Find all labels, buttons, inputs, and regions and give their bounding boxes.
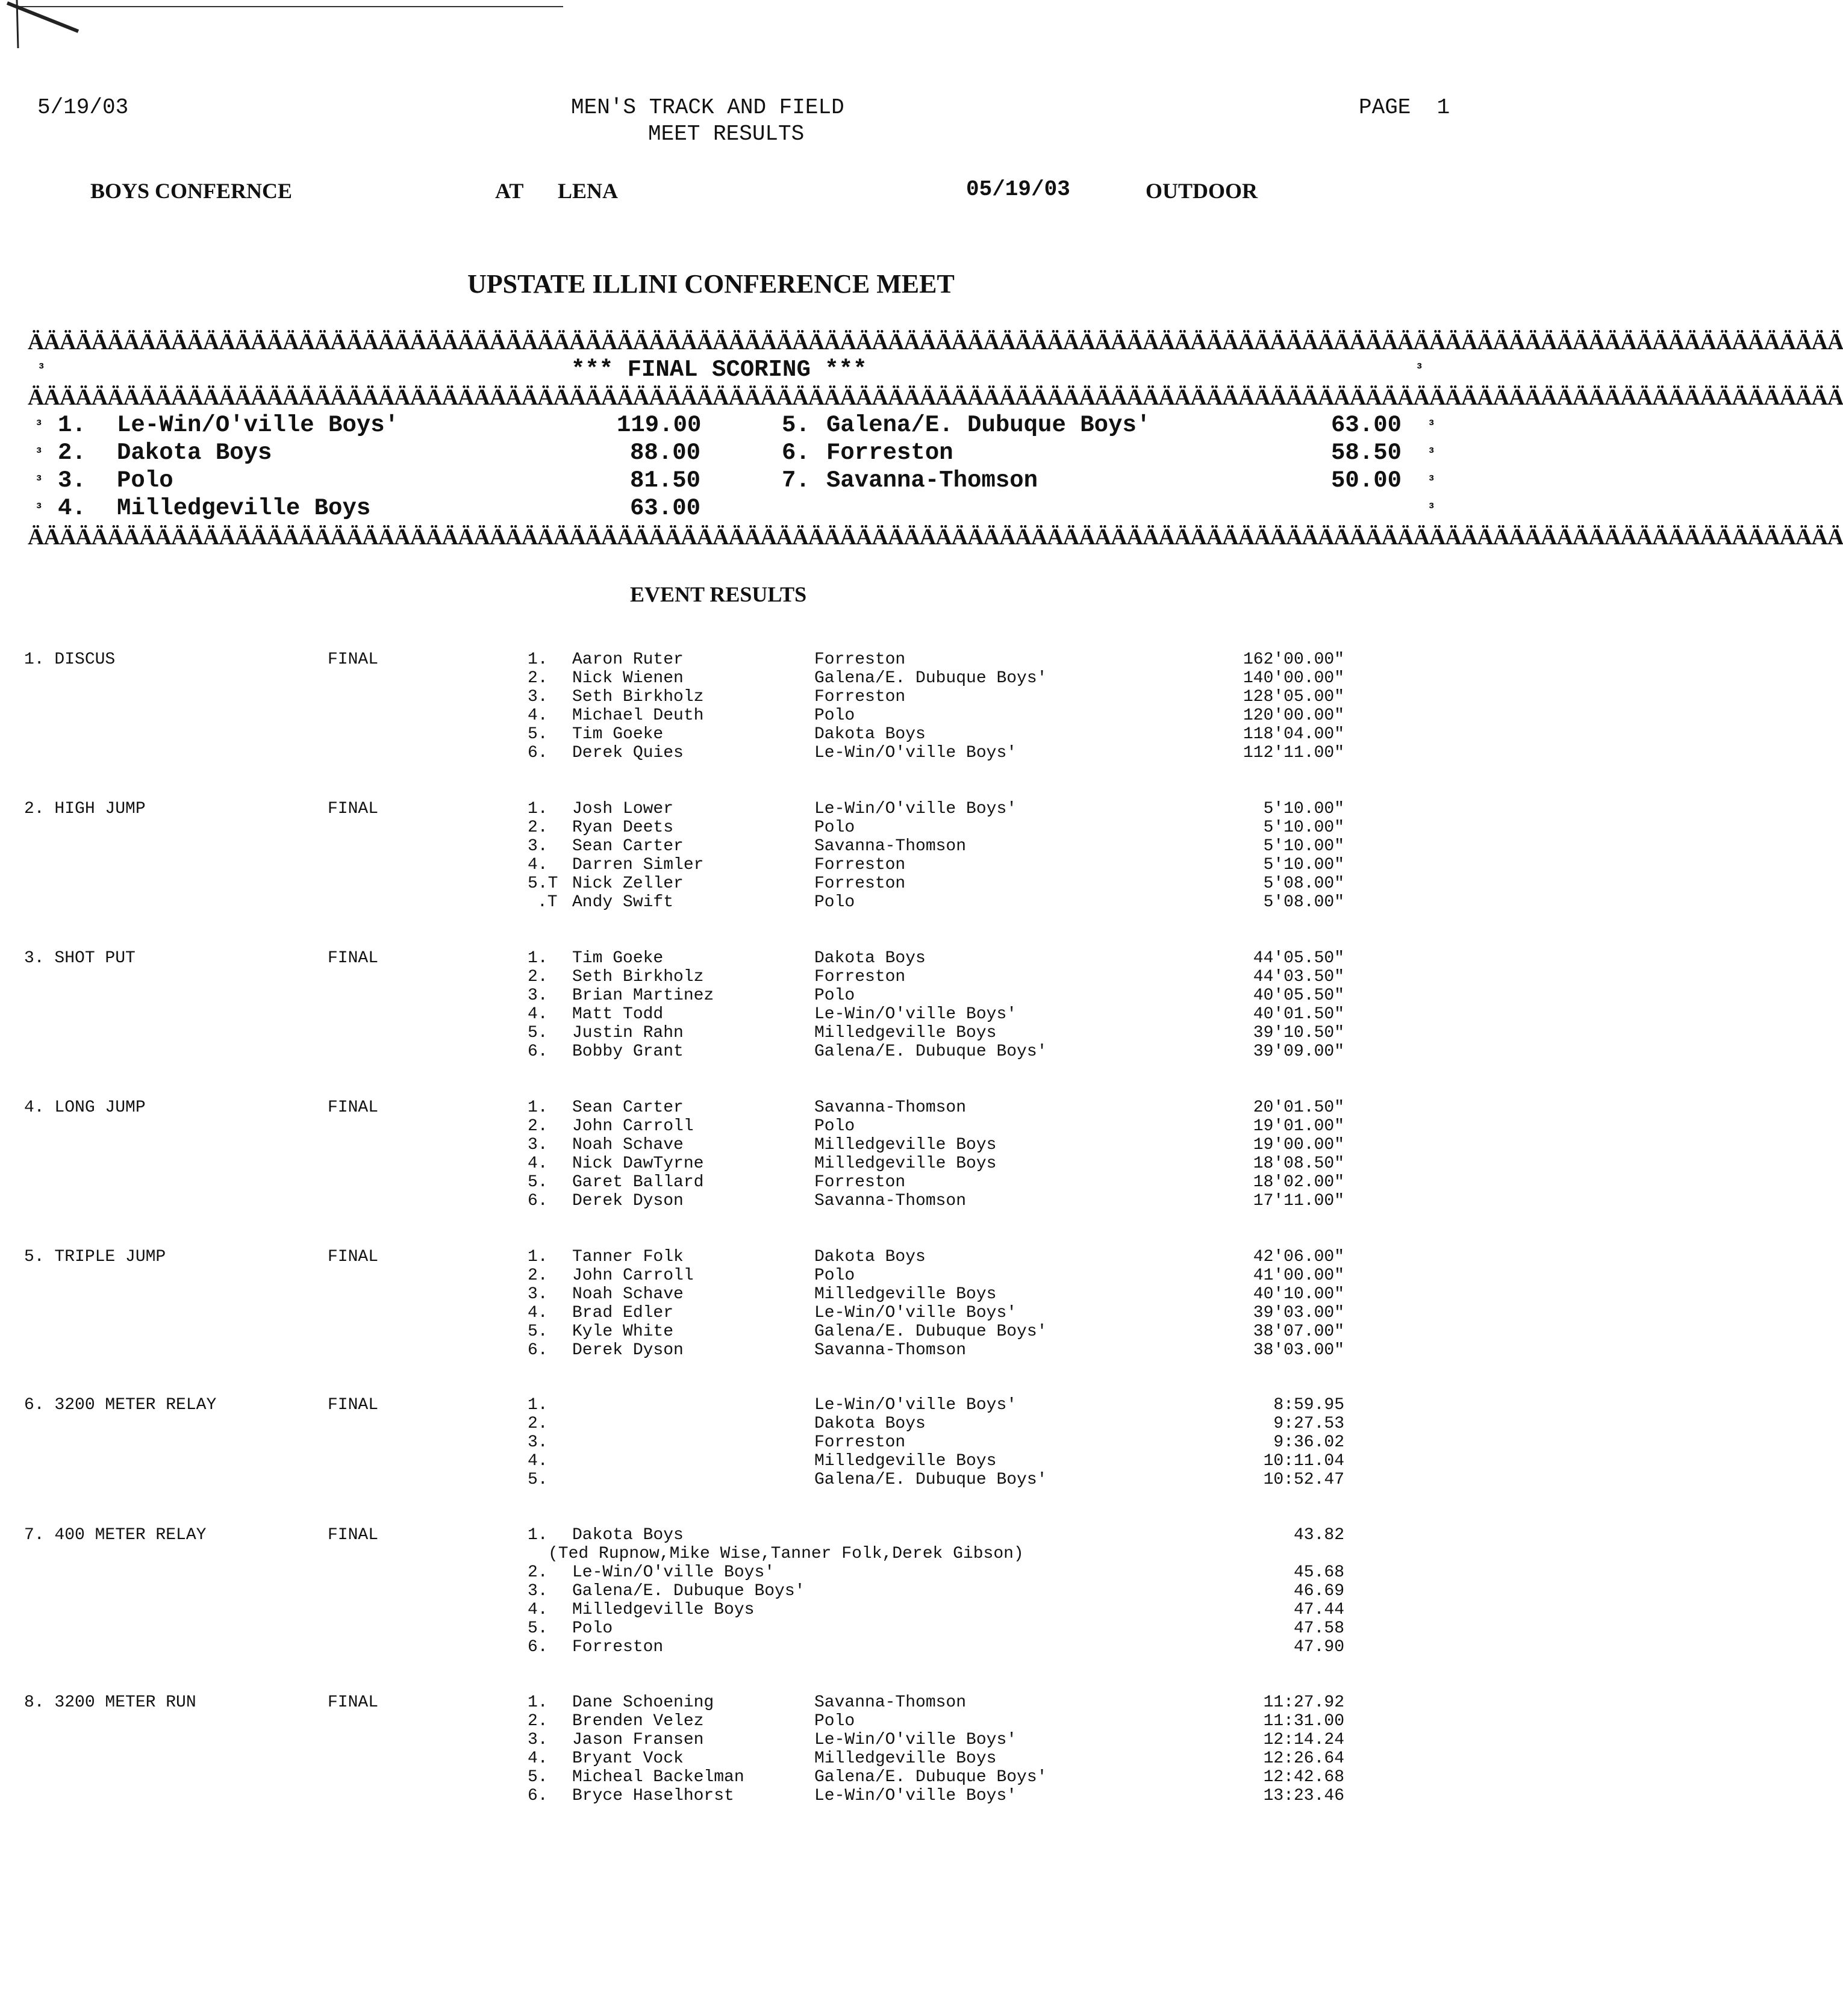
result-athlete: Garet Ballard: [572, 1173, 704, 1192]
result-team: Forreston: [814, 688, 906, 706]
result-place: 3.: [528, 1136, 548, 1154]
score-value: 88.00: [630, 440, 701, 466]
result-place: 3.: [528, 1731, 548, 1749]
result-place: 3.: [528, 986, 548, 1005]
result-team: Forreston: [814, 874, 906, 893]
result-athlete: Matt Todd: [572, 1005, 664, 1024]
result-mark: 9:27.53: [1273, 1414, 1344, 1433]
result-athlete: Milledgeville Boys: [572, 1601, 755, 1619]
result-athlete: Tim Goeke: [572, 725, 664, 744]
result-mark: 120'00.00": [1243, 706, 1344, 725]
event-round: FINAL: [328, 650, 379, 669]
result-mark: 5'10.00": [1263, 837, 1344, 856]
result-team: Polo: [814, 818, 855, 837]
result-place: 1.: [528, 949, 548, 968]
result-team: Dakota Boys: [814, 1248, 926, 1266]
score-value: 63.00: [1331, 412, 1402, 438]
result-mark: 46.69: [1293, 1582, 1344, 1601]
result-mark: 44'03.50": [1253, 968, 1344, 986]
event-round: FINAL: [328, 1693, 379, 1712]
event-round: FINAL: [328, 800, 379, 818]
scoring-border-right: ³: [1427, 501, 1436, 516]
result-mark: 5'08.00": [1263, 893, 1344, 912]
result-mark: 11:27.92: [1263, 1693, 1344, 1712]
result-place: 1.: [528, 1396, 548, 1414]
event-round: FINAL: [328, 1248, 379, 1266]
event-label: 7. 400 METER RELAY: [24, 1526, 207, 1545]
score-team: Savanna-Thomson: [826, 467, 1038, 494]
result-place: 2.: [528, 669, 548, 688]
result-place: 2.: [528, 1266, 548, 1285]
result-athlete: Bryant Vock: [572, 1749, 684, 1768]
result-mark: 128'05.00": [1243, 688, 1344, 706]
result-team: Dakota Boys: [814, 949, 926, 968]
score-team: Le-Win/O'ville Boys': [117, 412, 399, 438]
result-mark: 42'06.00": [1253, 1248, 1344, 1266]
result-place: 4.: [528, 706, 548, 725]
result-mark: 5'10.00": [1263, 818, 1344, 837]
result-place: 2.: [528, 1117, 548, 1136]
report-title-line1: MEN'S TRACK AND FIELD: [571, 95, 844, 120]
result-team: Le-Win/O'ville Boys': [814, 1396, 1017, 1414]
meet-name: BOYS CONFERNCE: [90, 179, 293, 203]
result-athlete: Ryan Deets: [572, 818, 674, 837]
result-mark: 11:31.00: [1263, 1712, 1344, 1731]
result-mark: 20'01.50": [1253, 1098, 1344, 1117]
result-athlete: Seth Birkholz: [572, 968, 704, 986]
result-athlete: Jason Fransen: [572, 1731, 704, 1749]
result-mark: 19'01.00": [1253, 1117, 1344, 1136]
result-mark: 38'03.00": [1253, 1341, 1344, 1360]
result-athlete: Nick Wienen: [572, 669, 684, 688]
event-label: 3. SHOT PUT: [24, 949, 136, 968]
score-place: 5.: [782, 412, 810, 438]
result-mark: 5'10.00": [1263, 800, 1344, 818]
result-athlete: Brad Edler: [572, 1304, 674, 1322]
result-mark: 9:36.02: [1273, 1433, 1344, 1452]
result-team: Le-Win/O'ville Boys': [814, 744, 1017, 762]
meet-at: AT: [495, 179, 524, 203]
result-mark: 112'11.00": [1243, 744, 1344, 762]
result-mark: 8:59.95: [1273, 1396, 1344, 1414]
score-team: Forreston: [826, 440, 953, 466]
meet-date: 05/19/03: [966, 177, 1070, 202]
result-athlete: Tanner Folk: [572, 1248, 684, 1266]
scoring-border-left: ³: [35, 446, 43, 461]
result-mark: 5'08.00": [1263, 874, 1344, 893]
result-athlete: Josh Lower: [572, 800, 674, 818]
event-label: 1. DISCUS: [24, 650, 116, 669]
event-round: FINAL: [328, 1396, 379, 1414]
result-place: 1.: [528, 1526, 548, 1545]
result-mark: 41'00.00": [1253, 1266, 1344, 1285]
result-mark: 18'08.50": [1253, 1154, 1344, 1173]
result-team: Galena/E. Dubuque Boys': [814, 1322, 1047, 1341]
result-athlete: Sean Carter: [572, 837, 684, 856]
result-team: Galena/E. Dubuque Boys': [814, 1042, 1047, 1061]
result-place: 3.: [528, 837, 548, 856]
scoring-border-right: ³: [1427, 473, 1436, 488]
result-place: 1.: [528, 800, 548, 818]
result-team: Le-Win/O'ville Boys': [814, 1787, 1017, 1805]
conference-title: UPSTATE ILLINI CONFERENCE MEET: [467, 269, 955, 299]
result-place: 6.: [528, 744, 548, 762]
result-athlete: Dane Schoening: [572, 1693, 714, 1712]
result-mark: 12:26.64: [1263, 1749, 1344, 1768]
scoring-border-left: ³: [35, 473, 43, 488]
event-label: 6. 3200 METER RELAY: [24, 1396, 217, 1414]
result-place: 5.T: [528, 874, 558, 893]
result-mark: 13:23.46: [1263, 1787, 1344, 1805]
result-team: Polo: [814, 986, 855, 1005]
result-team: Milledgeville Boys: [814, 1154, 997, 1173]
score-place: 4.: [58, 495, 86, 521]
report-date: 5/19/03: [37, 95, 129, 120]
scoring-border-bottom: ÄÄÄÄÄÄÄÄÄÄÄÄÄÄÄÄÄÄÄÄÄÄÄÄÄÄÄÄÄÄÄÄÄÄÄÄÄÄÄÄÄÄÄÄÄÄÄÄÄÄÄÄÄÄÄÄÄÄÄÄÄÄÄÄÄÄÄÄÄÄÄÄÄÄÄÄÄÄÄÄÄÄÄÄÄÄÄÄÄÄÄÄÄÄÄÄÄÄÄÄÄÄÄÄÄÄÄÄÄÄÄÄÄÄ: [28, 524, 1843, 550]
result-team: Milledgeville Boys: [814, 1285, 997, 1304]
result-place: 1.: [528, 1098, 548, 1117]
result-mark: 40'10.00": [1253, 1285, 1344, 1304]
result-athlete: Michael Deuth: [572, 706, 704, 725]
result-mark: 43.82: [1293, 1526, 1344, 1545]
result-athlete: Derek Quies: [572, 744, 684, 762]
result-place: 5.: [528, 1173, 548, 1192]
result-team: Le-Win/O'ville Boys': [814, 1304, 1017, 1322]
result-team: Savanna-Thomson: [814, 1341, 967, 1360]
result-place: 6.: [528, 1042, 548, 1061]
score-value: 63.00: [630, 495, 701, 521]
result-place: 2.: [528, 1563, 548, 1582]
result-place: 2.: [528, 968, 548, 986]
final-scoring-heading: *** FINAL SCORING ***: [571, 356, 867, 383]
score-place: 7.: [782, 467, 810, 494]
result-place: 5.: [528, 1470, 548, 1489]
result-place: 5.: [528, 1322, 548, 1341]
result-athlete: Tim Goeke: [572, 949, 664, 968]
result-team: Savanna-Thomson: [814, 837, 967, 856]
result-athlete: Dakota Boys: [572, 1526, 684, 1545]
result-team: Galena/E. Dubuque Boys': [814, 1470, 1047, 1489]
result-team: Polo: [814, 1117, 855, 1136]
score-team: Dakota Boys: [117, 440, 272, 466]
result-athlete: Seth Birkholz: [572, 688, 704, 706]
result-mark: 47.58: [1293, 1619, 1344, 1638]
scoring-border-top: ÄÄÄÄÄÄÄÄÄÄÄÄÄÄÄÄÄÄÄÄÄÄÄÄÄÄÄÄÄÄÄÄÄÄÄÄÄÄÄÄÄÄÄÄÄÄÄÄÄÄÄÄÄÄÄÄÄÄÄÄÄÄÄÄÄÄÄÄÄÄÄÄÄÄÄÄÄÄÄÄÄÄÄÄÄÄÄÄÄÄÄÄÄÄÄÄÄÄÄÄÄÄÄÄÄÄÄÄÄÄÄÄÄÄ: [28, 329, 1843, 355]
result-mark: 10:52.47: [1263, 1470, 1344, 1489]
result-athlete: Darren Simler: [572, 856, 704, 874]
scoring-border-right: ³: [1427, 418, 1436, 433]
result-athlete: Justin Rahn: [572, 1024, 684, 1042]
result-athlete: Bobby Grant: [572, 1042, 684, 1061]
result-place: 2.: [528, 1414, 548, 1433]
result-place: 2.: [528, 818, 548, 837]
result-place: 4.: [528, 856, 548, 874]
result-mark: 44'05.50": [1253, 949, 1344, 968]
result-athlete: Sean Carter: [572, 1098, 684, 1117]
result-team: Forreston: [814, 650, 906, 669]
result-mark: 12:42.68: [1263, 1768, 1344, 1787]
result-athlete: Derek Dyson: [572, 1341, 684, 1360]
result-mark: 118'04.00": [1243, 725, 1344, 744]
event-round: FINAL: [328, 1526, 379, 1545]
result-athlete: Galena/E. Dubuque Boys': [572, 1582, 805, 1601]
result-athlete: Brenden Velez: [572, 1712, 704, 1731]
score-value: 81.50: [630, 467, 701, 494]
event-label: 2. HIGH JUMP: [24, 800, 146, 818]
result-team: Forreston: [814, 1173, 906, 1192]
result-place: 4.: [528, 1749, 548, 1768]
scoring-border-right: ³: [1415, 361, 1424, 376]
result-mark: 39'10.50": [1253, 1024, 1344, 1042]
result-place: 2.: [528, 1712, 548, 1731]
result-place: 4.: [528, 1304, 548, 1322]
result-athlete: Nick DawTyrne: [572, 1154, 704, 1173]
result-team: Milledgeville Boys: [814, 1136, 997, 1154]
result-mark: 12:14.24: [1263, 1731, 1344, 1749]
result-athlete: John Carroll: [572, 1266, 694, 1285]
result-place: 4.: [528, 1005, 548, 1024]
result-team: Le-Win/O'ville Boys': [814, 1731, 1017, 1749]
scoring-border-mid: ÄÄÄÄÄÄÄÄÄÄÄÄÄÄÄÄÄÄÄÄÄÄÄÄÄÄÄÄÄÄÄÄÄÄÄÄÄÄÄÄÄÄÄÄÄÄÄÄÄÄÄÄÄÄÄÄÄÄÄÄÄÄÄÄÄÄÄÄÄÄÄÄÄÄÄÄÄÄÄÄÄÄÄÄÄÄÄÄÄÄÄÄÄÄÄÄÄÄÄÄÄÄÄÄÄÄÄÄÄÄÄÄÄÄ: [28, 385, 1843, 410]
result-place: 6.: [528, 1192, 548, 1210]
result-team: Forreston: [814, 1433, 906, 1452]
result-place: 5.: [528, 1024, 548, 1042]
result-athlete: Brian Martinez: [572, 986, 714, 1005]
result-mark: 140'00.00": [1243, 669, 1344, 688]
result-athlete: Aaron Ruter: [572, 650, 684, 669]
result-place: 1.: [528, 1693, 548, 1712]
result-place: 6.: [528, 1787, 548, 1805]
result-athlete: Kyle White: [572, 1322, 674, 1341]
result-mark: 40'05.50": [1253, 986, 1344, 1005]
event-round: FINAL: [328, 949, 379, 968]
result-mark: 39'09.00": [1253, 1042, 1344, 1061]
score-place: 6.: [782, 440, 810, 466]
result-athlete: John Carroll: [572, 1117, 694, 1136]
meet-location: LENA: [558, 179, 619, 203]
result-athlete: Polo: [572, 1619, 613, 1638]
result-team: Savanna-Thomson: [814, 1192, 967, 1210]
score-place: 2.: [58, 440, 86, 466]
score-value: 50.00: [1331, 467, 1402, 494]
result-place: 3.: [528, 1582, 548, 1601]
result-place: 6.: [528, 1341, 548, 1360]
result-team: Le-Win/O'ville Boys': [814, 1005, 1017, 1024]
result-team: Galena/E. Dubuque Boys': [814, 669, 1047, 688]
event-label: 8. 3200 METER RUN: [24, 1693, 196, 1712]
result-mark: 162'00.00": [1243, 650, 1344, 669]
event-results-heading: EVENT RESULTS: [630, 582, 807, 606]
result-athlete: Bryce Haselhorst: [572, 1787, 734, 1805]
result-athlete: Micheal Backelman: [572, 1768, 744, 1787]
result-mark: 47.44: [1293, 1601, 1344, 1619]
meet-type: OUTDOOR: [1146, 179, 1258, 203]
result-athlete: Noah Schave: [572, 1136, 684, 1154]
result-team: Forreston: [814, 856, 906, 874]
result-athlete: Andy Swift: [572, 893, 674, 912]
score-team: Polo: [117, 467, 173, 494]
result-mark: 5'10.00": [1263, 856, 1344, 874]
result-athlete: Noah Schave: [572, 1285, 684, 1304]
event-label: 5. TRIPLE JUMP: [24, 1248, 166, 1266]
result-team: Forreston: [814, 968, 906, 986]
result-place: 4.: [528, 1154, 548, 1173]
relay-members: (Ted Rupnow,Mike Wise,Tanner Folk,Derek Gibson): [548, 1545, 1024, 1563]
result-team: Milledgeville Boys: [814, 1749, 997, 1768]
score-team: Galena/E. Dubuque Boys': [826, 412, 1151, 438]
result-mark: 40'01.50": [1253, 1005, 1344, 1024]
result-place: .T: [537, 893, 558, 912]
result-place: 6.: [528, 1638, 548, 1657]
result-team: Polo: [814, 1266, 855, 1285]
result-place: 5.: [528, 1619, 548, 1638]
result-mark: 18'02.00": [1253, 1173, 1344, 1192]
result-mark: 38'07.00": [1253, 1322, 1344, 1341]
result-team: Milledgeville Boys: [814, 1452, 997, 1470]
score-place: 1.: [58, 412, 86, 438]
result-athlete: Nick Zeller: [572, 874, 684, 893]
scoring-border-right: ³: [1427, 446, 1436, 461]
scoring-border-left: ³: [35, 418, 43, 433]
result-place: 4.: [528, 1601, 548, 1619]
result-team: Polo: [814, 893, 855, 912]
result-mark: 10:11.04: [1263, 1452, 1344, 1470]
result-team: Polo: [814, 1712, 855, 1731]
result-athlete: Derek Dyson: [572, 1192, 684, 1210]
scoring-border-left: ³: [35, 501, 43, 516]
score-place: 3.: [58, 467, 86, 494]
result-team: Le-Win/O'ville Boys': [814, 800, 1017, 818]
result-place: 1.: [528, 650, 548, 669]
result-place: 3.: [528, 1285, 548, 1304]
result-place: 4.: [528, 1452, 548, 1470]
scan-edge-line: [18, 6, 563, 7]
result-mark: 45.68: [1293, 1563, 1344, 1582]
result-athlete: Le-Win/O'ville Boys': [572, 1563, 775, 1582]
result-place: 3.: [528, 688, 548, 706]
result-place: 1.: [528, 1248, 548, 1266]
result-team: Dakota Boys: [814, 1414, 926, 1433]
result-mark: 47.90: [1293, 1638, 1344, 1657]
report-title-line2: MEET RESULTS: [648, 122, 805, 146]
result-mark: 39'03.00": [1253, 1304, 1344, 1322]
result-team: Galena/E. Dubuque Boys': [814, 1768, 1047, 1787]
result-team: Savanna-Thomson: [814, 1098, 967, 1117]
scoring-border-left: ³: [37, 361, 46, 376]
result-team: Polo: [814, 706, 855, 725]
event-label: 4. LONG JUMP: [24, 1098, 146, 1117]
event-round: FINAL: [328, 1098, 379, 1117]
result-place: 5.: [528, 1768, 548, 1787]
corner-scan-mark: [0, 0, 84, 48]
score-value: 58.50: [1331, 440, 1402, 466]
result-team: Milledgeville Boys: [814, 1024, 997, 1042]
result-place: 3.: [528, 1433, 548, 1452]
page-number: PAGE 1: [1359, 95, 1450, 120]
score-value: 119.00: [617, 412, 702, 438]
result-place: 5.: [528, 725, 548, 744]
result-team: Dakota Boys: [814, 725, 926, 744]
result-team: Savanna-Thomson: [814, 1693, 967, 1712]
result-mark: 19'00.00": [1253, 1136, 1344, 1154]
result-athlete: Forreston: [572, 1638, 664, 1657]
result-mark: 17'11.00": [1253, 1192, 1344, 1210]
score-team: Milledgeville Boys: [117, 495, 371, 521]
